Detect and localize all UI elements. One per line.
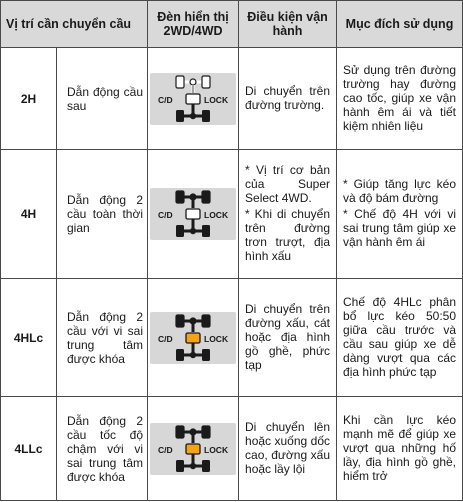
condition-text: * Vị trí cơ bản của Super Select 4WD.	[245, 163, 331, 205]
2wd-indicator-icon	[150, 73, 236, 125]
indicator-panel	[150, 73, 236, 125]
indicator-panel	[150, 423, 236, 475]
header-indicator: Đèn hiển thị 2WD/4WD	[148, 1, 239, 48]
svg-text:LOCK: LOCK	[204, 444, 229, 455]
usage-purpose	[337, 150, 463, 279]
operating-condition	[239, 397, 337, 501]
svg-text:LOCK: LOCK	[204, 333, 229, 344]
condition-text: Di chuyển trên đường xấu, cát hoặc địa hình gồ ghề, phức tạp	[245, 301, 331, 372]
header-shift-position: Vị trí cần chuyển cầu	[1, 1, 148, 48]
shift-mode: 4LLc	[1, 397, 57, 501]
indicator-panel	[150, 188, 236, 240]
drive-description: Dẫn động 2 cầu tốc độ chậm với vi sai trung tâm được khóa	[57, 397, 148, 501]
condition-text: Di chuyển trên đường trường.	[245, 83, 331, 112]
purpose-text: * Giúp tăng lực kéo và độ bám đường	[343, 177, 457, 205]
usage-purpose	[337, 48, 463, 150]
indicator-cell	[148, 397, 239, 501]
table-row	[1, 48, 463, 150]
4h-indicator-icon	[150, 188, 236, 240]
operating-condition	[239, 279, 337, 397]
operating-condition	[239, 150, 337, 279]
shift-mode: 4HLc	[1, 279, 57, 397]
operating-condition	[239, 48, 337, 150]
drive-description: Dẫn động 2 cầu với vi sai trung tâm được khóa	[57, 279, 148, 397]
condition-text: Di chuyển lên hoặc xuống dốc cao, đường xấu hoặc lầy lội	[245, 419, 331, 476]
usage-purpose	[337, 279, 463, 397]
indicator-cell	[148, 48, 239, 150]
table-header-row	[1, 1, 463, 48]
purpose-text: Sử dụng trên đường trường hay đường cao tốc, giúp xe vận hành êm ái và tiết kiệm nhiên liệu	[343, 62, 457, 133]
4hlc-indicator-icon	[150, 312, 236, 364]
svg-text:C/D: C/D	[158, 210, 173, 220]
indicator-cell	[148, 150, 239, 279]
drive-description: Dẫn động 2 cầu toàn thời gian	[57, 150, 148, 279]
shift-mode: 4H	[1, 150, 57, 279]
svg-text:C/D: C/D	[158, 94, 173, 105]
purpose-text: * Chế độ 4H với vi sai trung tâm giúp xe vận hành êm ái	[343, 207, 457, 249]
drive-description: Dẫn động cầu sau	[57, 48, 148, 150]
purpose-text: Khi cần lực kéo mạnh mẽ để giúp xe vượt qua những hố lầy, địa hình gồ ghề, hiểm trở	[343, 412, 457, 483]
indicator-panel	[150, 312, 236, 364]
svg-text:C/D: C/D	[158, 333, 173, 344]
header-condition: Điều kiện vận hành	[239, 1, 337, 48]
purpose-text: Chế độ 4HLc phân bổ lực kéo 50:50 giữa cầu trước và cầu sau giúp xe dễ dàng vượt qua các địa hình phức tạp	[343, 294, 457, 379]
usage-purpose	[337, 397, 463, 501]
table-row	[1, 150, 463, 279]
svg-text:LOCK: LOCK	[204, 210, 229, 220]
svg-text:C/D: C/D	[158, 444, 173, 455]
table-row	[1, 279, 463, 397]
condition-text: * Khi di chuyển trên đường trơn trượt, địa hình xấu	[245, 207, 331, 263]
indicator-cell	[148, 279, 239, 397]
4llc-indicator-icon	[150, 423, 236, 475]
svg-text:LOCK: LOCK	[204, 94, 229, 105]
table-row	[1, 397, 463, 501]
header-purpose: Mục đích sử dụng	[337, 1, 463, 48]
shift-mode: 2H	[1, 48, 57, 150]
